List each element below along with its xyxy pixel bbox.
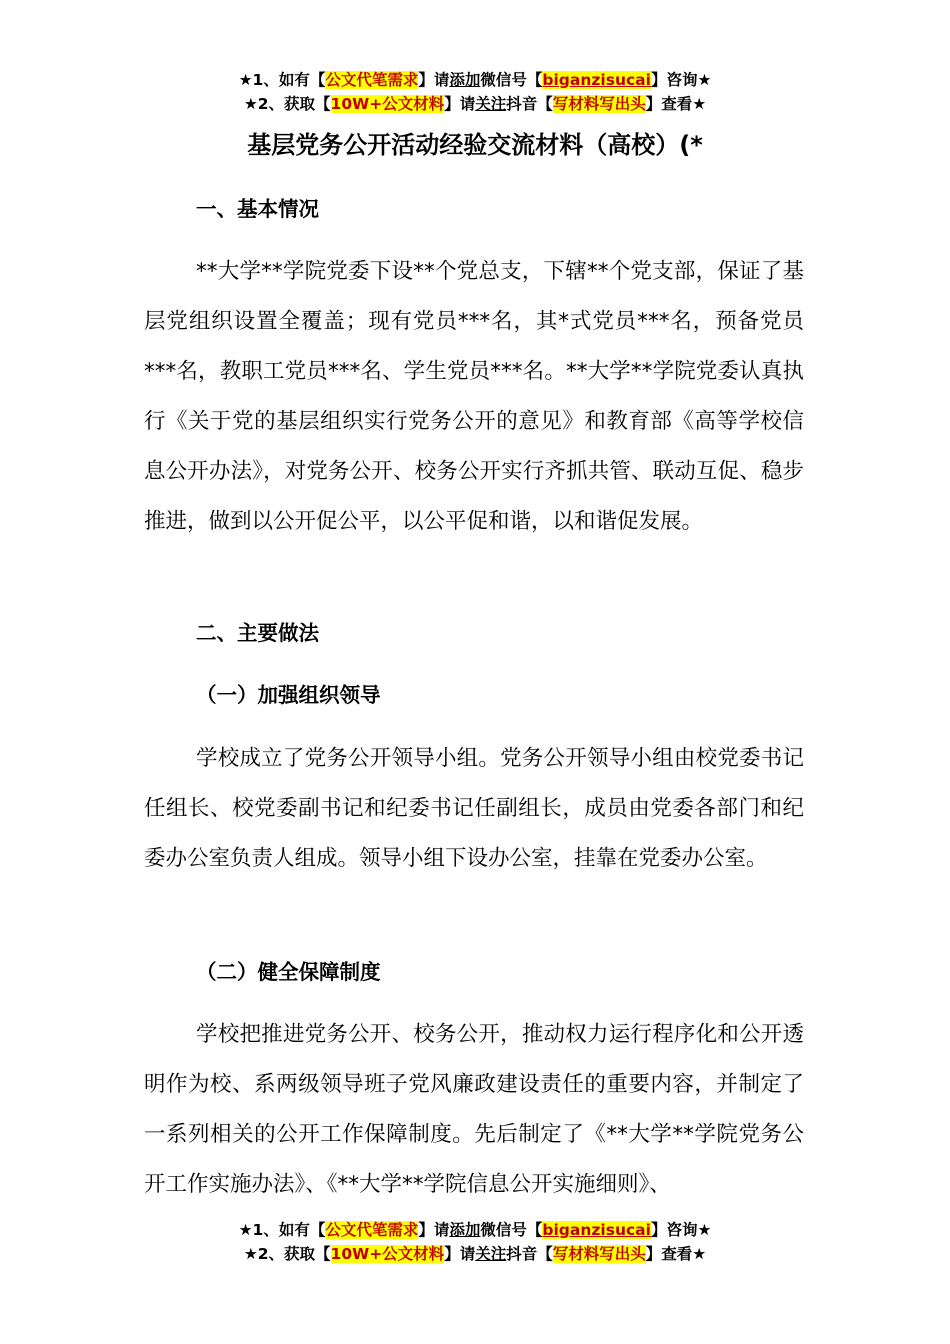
banner-text: 微信号【 — [480, 71, 543, 89]
banner-underlined: 关注 — [475, 1245, 507, 1263]
banner-underlined: 添加 — [449, 1221, 481, 1239]
banner-text: 】咨询★ — [650, 1221, 712, 1239]
paragraph-leadership: 学校成立了党务公开领导小组。党务公开领导小组由校党委书记任组长、校党委副书记和纪委书记任副组长，成员由党委各部门和纪委办公室负责人组成。领导小组下设办公室，挂靠在党委办公室。 — [144, 746, 804, 871]
section-heading-main-practices: 二、主要做法 — [196, 621, 319, 645]
banner-highlight: 公文代笔需求 — [325, 1221, 419, 1239]
document-title: 基层党务公开活动经验交流材料（高校）(* — [247, 131, 703, 159]
banner-text: 】请 — [418, 71, 450, 89]
banner-highlight: 10W+公文材料 — [330, 1245, 445, 1263]
banner-douyin-id: 写材料写出头 — [552, 95, 646, 113]
banner-text: 】咨询★ — [650, 71, 712, 89]
banner-underlined: 添加 — [449, 71, 481, 89]
banner-text: 】请 — [418, 1221, 450, 1239]
subsection-heading-leadership: （一）加强组织领导 — [196, 683, 381, 707]
banner-text: 抖音【 — [506, 1245, 553, 1263]
banner-text: 抖音【 — [506, 95, 553, 113]
banner-highlight: 10W+公文材料 — [330, 95, 445, 113]
banner-douyin-id: 写材料写出头 — [552, 1245, 646, 1263]
top-banner — [0, 68, 950, 116]
paragraph-basic-info: **大学**学院党委下设**个党总支，下辖**个党支部，保证了基层党组织设置全覆盖；现有党员***名，其*式党员***名，预备党员***名，教职工党员***名、学生党员***名。**大学**学院党委认真执行《关于党的基层组织实行党务公开的意见》和教育部《高等学校信息公开办法》，对党务公开、校务公开实行齐抓共管、联动互促、稳步推进，做到以公开促公平，以公平促和谐，以和谐促发展。 — [144, 259, 804, 534]
paragraph-system: 学校把推进党务公开、校务公开，推动权力运行程序化和公开透明作为校、系两级领导班子党风廉政建设责任的重要内容，并制定了一系列相关的公开工作保障制度。先后制定了《**大学**学院党务公开工作实施办法》、《**大学**学院信息公开实施细则》、 — [144, 1022, 804, 1197]
banner-text: 】请 — [444, 95, 476, 113]
banner-line-1 — [0, 68, 950, 92]
banner-text: ★1、如有【 — [238, 1221, 326, 1239]
banner-text: 】查看★ — [645, 1245, 707, 1263]
banner-text: 微信号【 — [480, 1221, 543, 1239]
banner-underlined: 关注 — [475, 95, 507, 113]
banner-wechat-id: biganzisucai — [542, 71, 651, 89]
banner-line-1 — [0, 1218, 950, 1242]
banner-text: ★2、获取【 — [243, 95, 331, 113]
bottom-banner — [0, 1218, 950, 1266]
banner-text: ★2、获取【 — [243, 1245, 331, 1263]
banner-text: ★1、如有【 — [238, 71, 326, 89]
banner-line-2 — [0, 92, 950, 116]
banner-text: 】请 — [444, 1245, 476, 1263]
subsection-heading-system: （二）健全保障制度 — [196, 960, 381, 984]
banner-highlight: 公文代笔需求 — [325, 71, 419, 89]
section-heading-basic-info: 一、基本情况 — [196, 197, 319, 221]
banner-line-2 — [0, 1242, 950, 1266]
banner-wechat-id: biganzisucai — [542, 1221, 651, 1239]
banner-text: 】查看★ — [645, 95, 707, 113]
